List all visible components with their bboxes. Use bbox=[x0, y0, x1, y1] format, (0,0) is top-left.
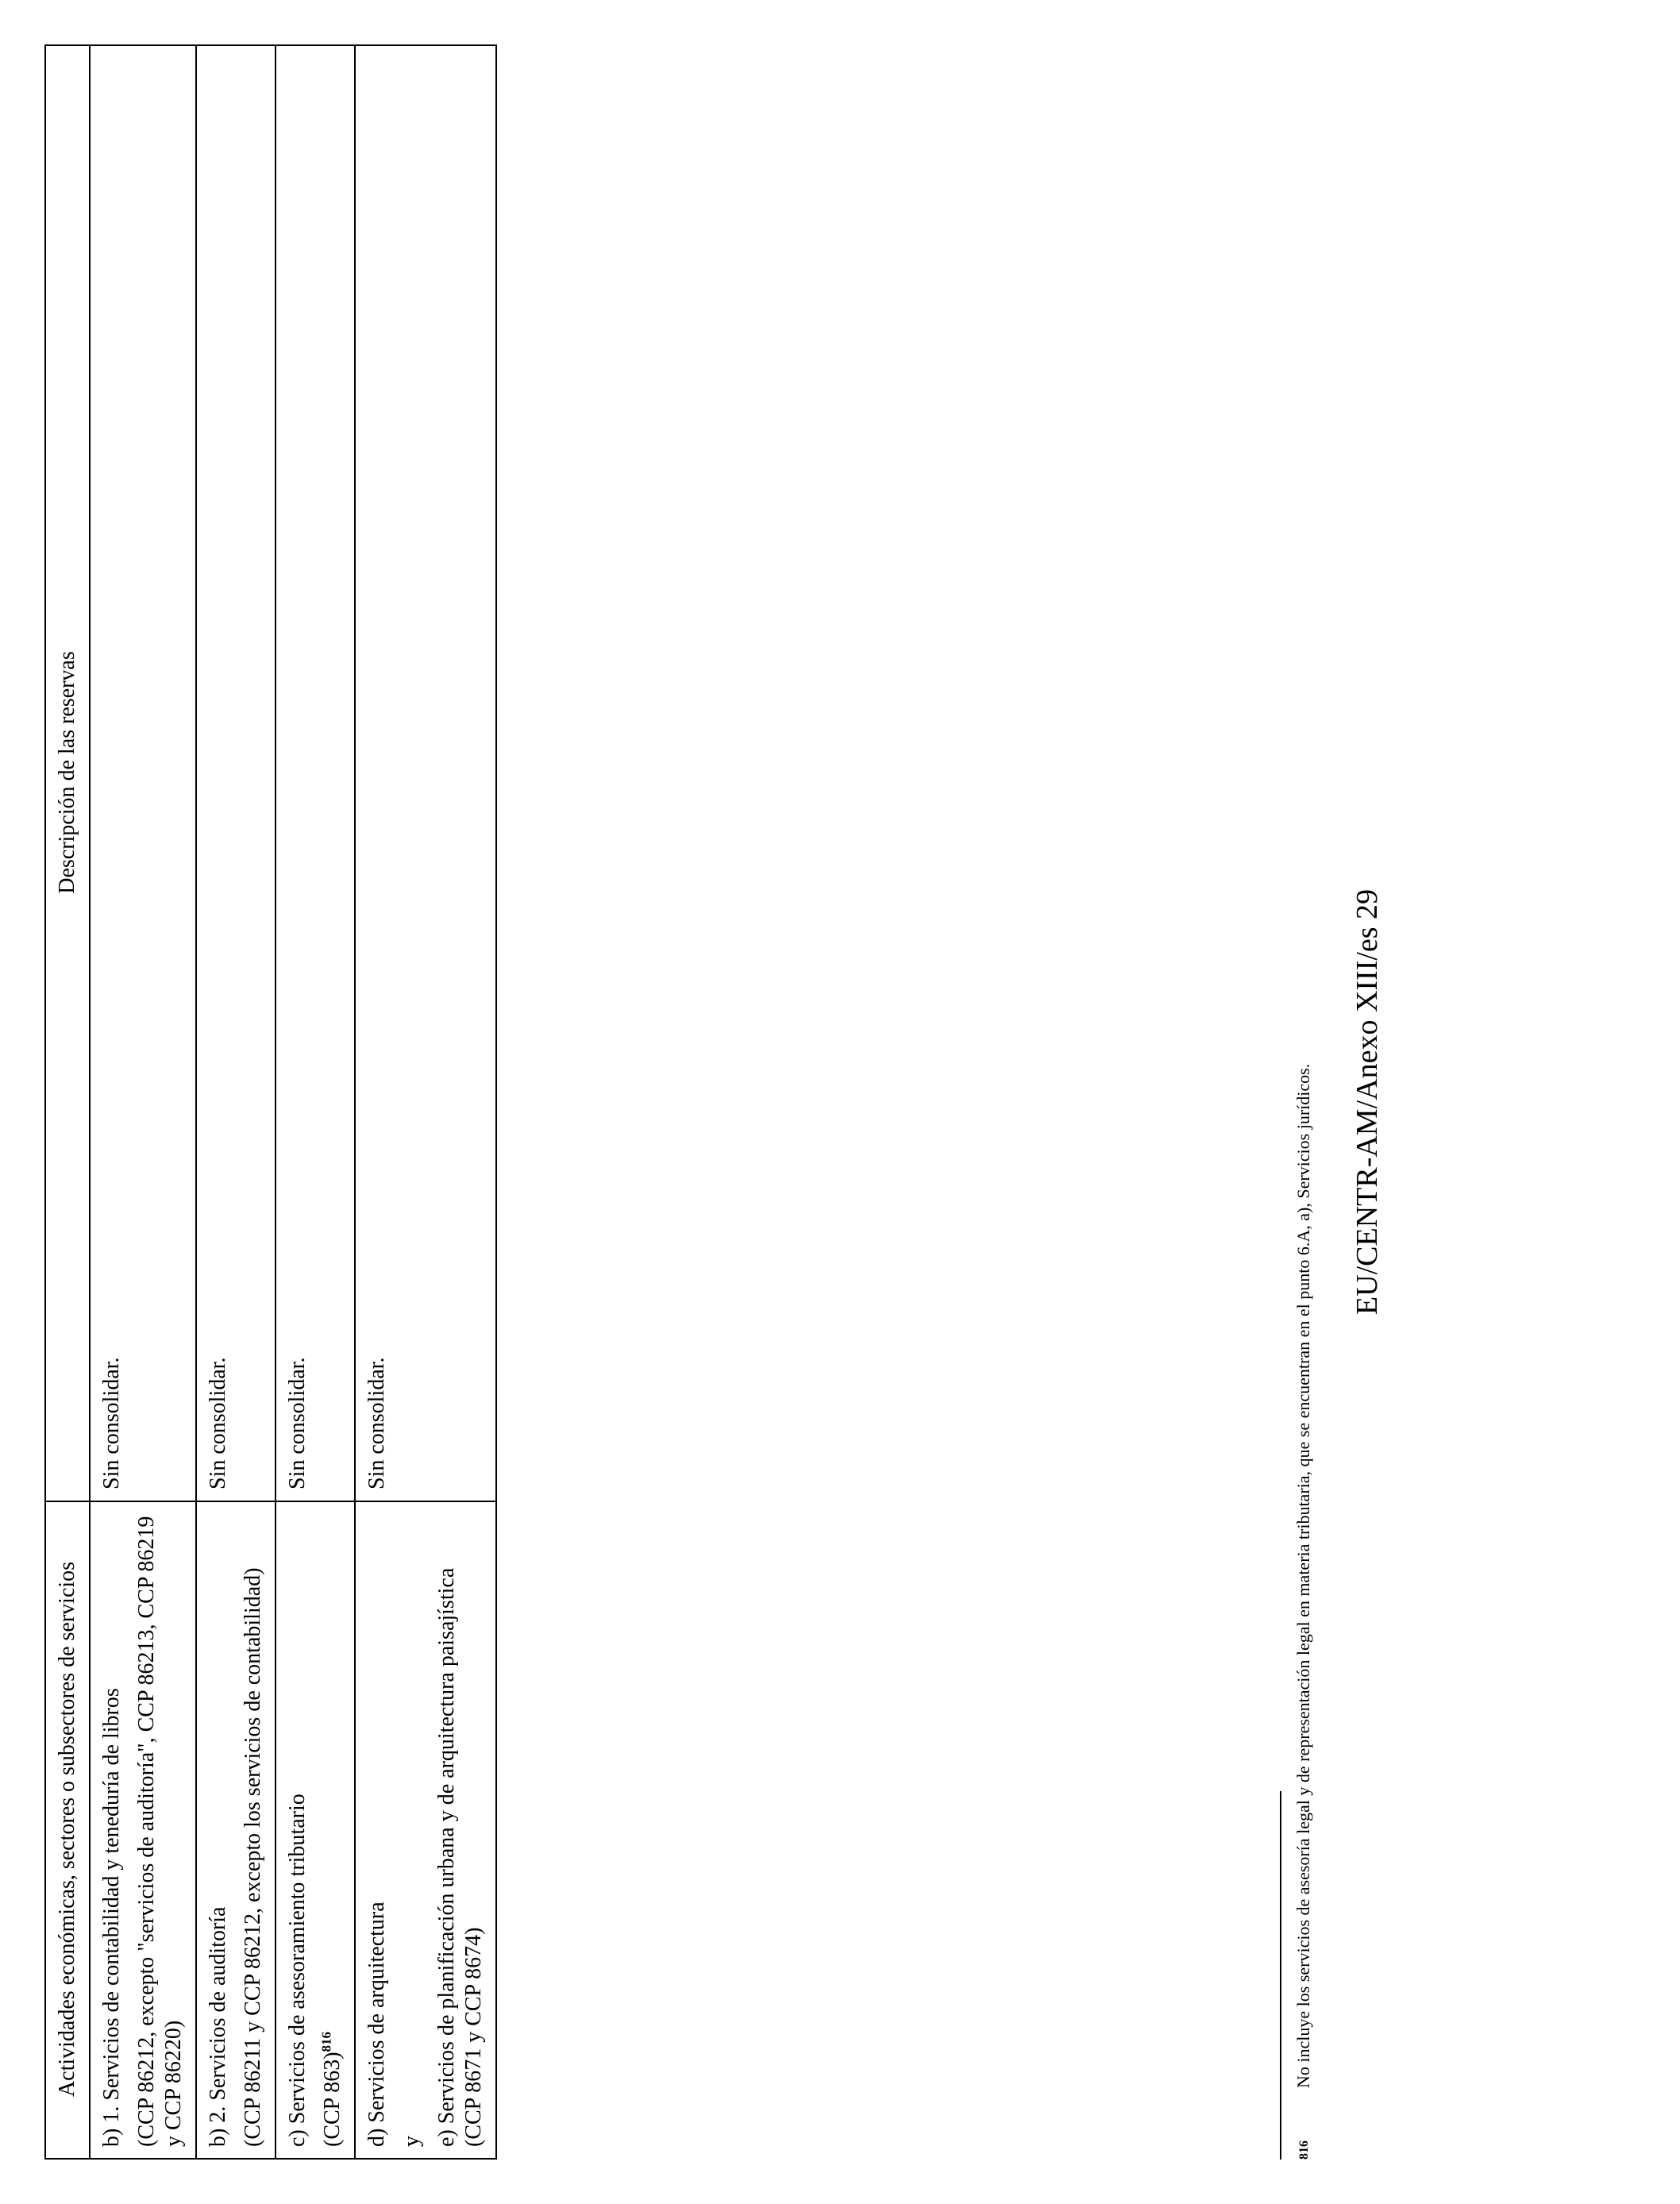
header-sectors: Actividades económicas, sectores o subsectores de servicios bbox=[45, 1501, 90, 2159]
row-sector-cell bbox=[196, 1501, 276, 2159]
row-sector-codes: (CCP 8671 y CCP 8674) bbox=[461, 1927, 486, 2147]
reservations-table bbox=[44, 44, 497, 2160]
table-row bbox=[90, 45, 196, 2159]
page-footer: EU/CENTR-AM/Anexo XIII/es 29 bbox=[1351, 888, 1384, 1316]
row-description: Sin consolidar. bbox=[355, 45, 496, 1501]
row-description: Sin consolidar. bbox=[196, 45, 276, 1501]
row-sector-codes: (CCP 86212, excepto "servicios de auditoría", CCP 86213, CCP 86219 y CCP 86220) bbox=[134, 1516, 186, 2147]
row-sector-text: e) Servicios de planificación urbana y de arquitectura paisajística bbox=[434, 1567, 459, 2147]
row-description: Sin consolidar. bbox=[90, 45, 196, 1501]
row-sector-codes: (CCP 86211 y CCP 86212, excepto los servicios de contabilidad) bbox=[241, 1567, 265, 2147]
row-sector-text: b) 1. Servicios de contabilidad y teneduría de libros bbox=[99, 1688, 124, 2147]
table-row bbox=[355, 45, 496, 2159]
header-description: Descripción de las reservas bbox=[45, 45, 90, 1501]
row-description: Sin consolidar. bbox=[276, 45, 355, 1501]
table-header-row bbox=[45, 45, 90, 2159]
row-sector-text: c) Servicios de asesoramiento tributario bbox=[285, 1794, 310, 2147]
footnote-separator bbox=[1280, 1791, 1281, 2160]
row-sector-text: b) 2. Servicios de auditoría bbox=[206, 1906, 230, 2147]
row-sector-codes bbox=[319, 1512, 346, 2147]
row-sector-cell bbox=[90, 1501, 196, 2159]
table-row bbox=[276, 45, 355, 2159]
footnote-number: 816 bbox=[1297, 2140, 1311, 2160]
row-sector-cell bbox=[355, 1501, 496, 2159]
codes-text: (CCP 863) bbox=[320, 2052, 345, 2147]
row-connector: y bbox=[399, 2136, 424, 2147]
row-sector-text: d) Servicios de arquitectura bbox=[364, 1902, 389, 2147]
footnote-ref[interactable]: 816 bbox=[318, 2031, 334, 2052]
footnote bbox=[1293, 95, 1316, 2160]
footnote-text: No incluye los servicios de asesoría legal y de representación legal en materia tributaria, que se encuentran en el punto 6.A, a), Servicios jurídicos. bbox=[1293, 1063, 1313, 2088]
table-row bbox=[196, 45, 276, 2159]
row-sector-cell bbox=[276, 1501, 355, 2159]
